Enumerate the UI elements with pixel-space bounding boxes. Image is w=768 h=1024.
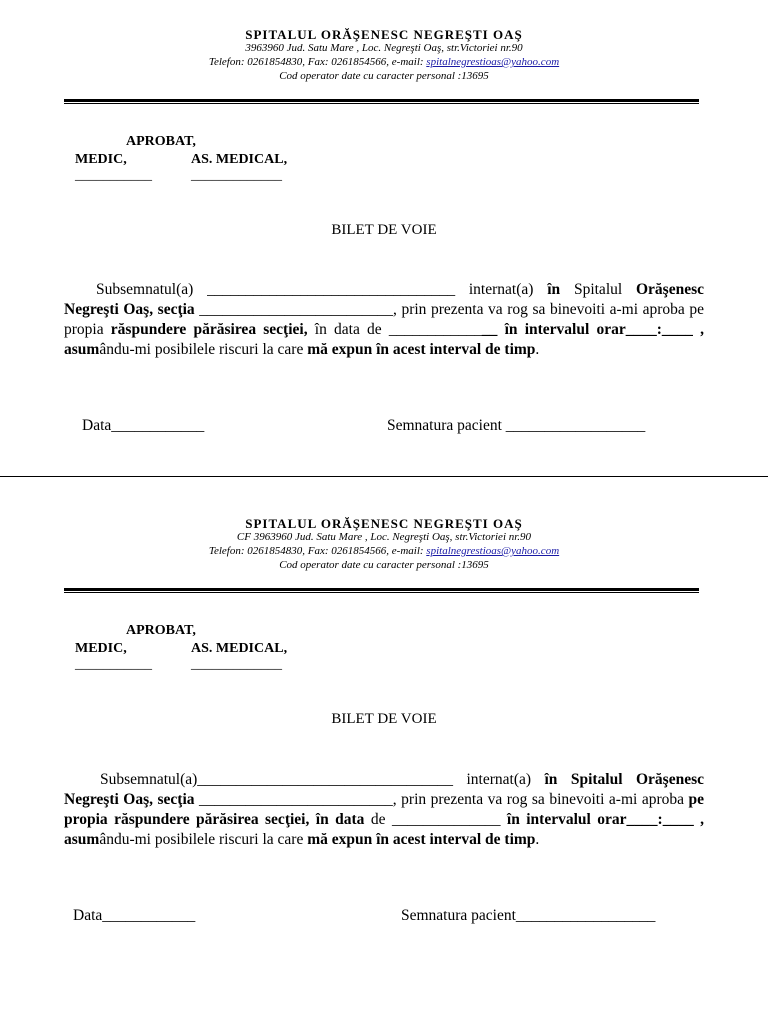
operator-code: Cod operator date cu caracter personal :13695 — [279, 559, 489, 571]
nurse-signature-blank[interactable]: _____________ — [191, 657, 282, 672]
hospital-name: SPITALUL ORĂŞENESC NEGREŞTI OAŞ — [245, 516, 523, 531]
hospital-address: 3963960 Jud. Satu Mare , Loc. Negreşti Oaş, str.Victoriei nr.90 — [245, 42, 523, 54]
email-link[interactable]: spitalnegrestioas@yahoo.com — [426, 56, 560, 68]
header-divider — [64, 588, 699, 593]
nurse-label: AS. MEDICAL, — [191, 152, 288, 167]
approved-label: APROBAT, — [126, 623, 196, 638]
request-paragraph: Subsemnatul(a)_________________________________ internat(a) în Spitalul Orăşenesc Negreşti Oaş, secţia _________________________, prin prezenta va rog sa binevoiti a-mi aproba pe propia răspundere părăsirea secţiei, în data de ______________ în intervalul orar____:____ , asumându-mi posibilele riscuri la care mă expun în acest interval de timp. — [64, 771, 705, 848]
cut-line — [0, 476, 768, 477]
ticket-title: BILET DE VOIE — [331, 711, 437, 727]
hospital-name: SPITALUL ORĂŞENESC NEGREŞTI OAŞ — [245, 27, 523, 42]
medic-signature-blank[interactable]: ___________ — [75, 168, 152, 183]
nurse-signature-blank[interactable]: _____________ — [191, 168, 282, 183]
contact-text: Telefon: 0261854830, Fax: 0261854566, e-mail: — [208, 56, 427, 68]
approved-label: APROBAT, — [126, 134, 196, 149]
contact-text: Telefon: 0261854830, Fax: 0261854566, e-mail: — [208, 545, 427, 557]
medic-signature-blank[interactable]: ___________ — [75, 657, 152, 672]
medic-label: MEDIC, — [75, 641, 127, 656]
patient-signature-field[interactable]: Semnatura pacient__________________ — [401, 907, 656, 924]
name-blank[interactable]: _________________________________ — [197, 771, 454, 788]
patient-signature-field[interactable]: Semnatura pacient __________________ — [387, 417, 646, 434]
leave-ticket-form-1 — [0, 0, 768, 460]
hospital-contact — [0, 545, 768, 557]
leave-ticket-form-2 — [0, 489, 768, 949]
name-blank[interactable]: ________________________________ — [207, 281, 456, 298]
nurse-label: AS. MEDICAL, — [191, 641, 288, 656]
email-link[interactable]: spitalnegrestioas@yahoo.com — [426, 545, 560, 557]
hospital-address: CF 3963960 Jud. Satu Mare , Loc. Negreşti Oaş, str.Victoriei nr.90 — [236, 531, 532, 543]
operator-code: Cod operator date cu caracter personal :13695 — [279, 70, 489, 82]
request-paragraph: Subsemnatul(a) ________________________________ internat(a) în Spitalul Orăşenesc Negreşti Oaş, secţia _________________________, prin prezenta va rog sa binevoiti a-mi aproba pe propia răspundere părăsirea secţiei, în data de ______________ în intervalul orar____:____ , asumându-mi posibilele riscuri la care mă expun în acest interval de timp. — [64, 281, 704, 358]
ticket-title: BILET DE VOIE — [331, 222, 437, 238]
medic-label: MEDIC, — [75, 152, 127, 167]
hospital-contact — [0, 56, 768, 68]
date-field[interactable]: Data____________ — [82, 417, 205, 434]
header-divider — [64, 99, 699, 104]
date-field[interactable]: Data____________ — [73, 907, 196, 924]
